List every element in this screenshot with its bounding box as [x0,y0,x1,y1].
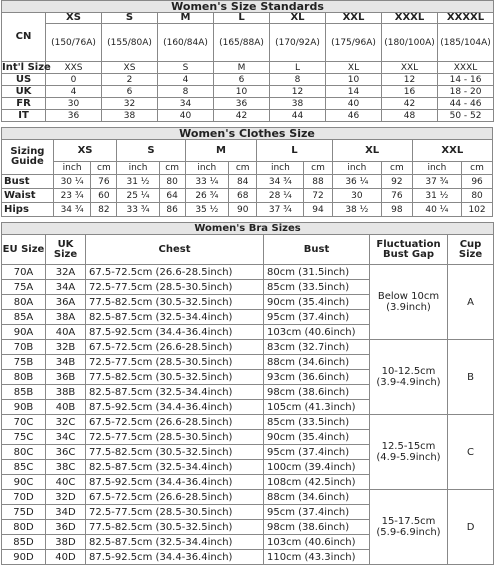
eu-size-cell: 85A [2,310,46,325]
size-standards-title: Women's Size Standards [2,1,494,13]
unit-header: cm [382,162,413,175]
clothes-size-table [1,127,493,217]
size-header: S [102,13,158,24]
bust-cell: 100cm (39.4inch) [264,460,370,475]
cup-size-cell: C [448,415,494,490]
bust-cell: 110cm (43.3inch) [264,550,370,565]
row-label: Bust [2,175,54,189]
table-cell: 10 [326,74,382,86]
eu-size-cell: 70B [2,340,46,355]
size-chart [1,0,493,565]
eu-size-cell: 80B [2,370,46,385]
size-header: XXL [412,140,492,162]
table-cell: 98 [382,203,413,217]
table-cell: 32 [102,98,158,110]
unit-header: inch [117,162,159,175]
bust-gap-header: Fluctuation Bust Gap [370,235,448,265]
table-row [2,265,494,280]
chest-cell: 87.5-92.5cm (34.4-36.4inch) [86,475,264,490]
bust-header: Bust [264,235,370,265]
table-cell: 96 [462,175,493,189]
uk-size-cell: 34B [46,355,86,370]
table-cell: 4 [158,74,214,86]
cn-value: (185/104A) [438,24,494,62]
eu-size-cell: 75D [2,505,46,520]
table-row [2,86,494,98]
bust-cell: 98cm (38.6inch) [264,385,370,400]
table-cell: 102 [462,203,493,217]
cn-header: CN [2,13,46,62]
uk-size-cell: 38D [46,535,86,550]
unit-header: cm [229,162,257,175]
bust-cell: 80cm (31.5inch) [264,265,370,280]
table-cell: 23 ¾ [53,189,91,203]
bra-size-title: Women's Bra Sizes [2,223,494,235]
size-header: XXL [326,13,382,24]
chest-cell: 77.5-82.5cm (30.5-32.5inch) [86,520,264,535]
bra-size-table [1,222,494,565]
size-header: M [185,140,257,162]
table-row [2,110,494,122]
row-label: FR [2,98,46,110]
table-cell: 36 ¼ [332,175,381,189]
eu-size-cell: 90C [2,475,46,490]
row-label: Int'l Size [2,61,51,73]
table-cell: 44 - 46 [438,98,494,110]
cn-value: (175/96A) [326,24,382,62]
table-cell: 30 [332,189,381,203]
bust-cell: 103cm (40.6inch) [264,325,370,340]
table-cell: 34 ¾ [257,175,304,189]
table-cell: XL [326,62,382,74]
chest-header: Chest [86,235,264,265]
table-cell: 31 ½ [117,175,159,189]
bust-cell: 98cm (38.6inch) [264,520,370,535]
uk-size-cell: 36C [46,445,86,460]
eu-size-cell: 75C [2,430,46,445]
table-cell: 14 [326,86,382,98]
table-cell: 40 ¼ [412,203,461,217]
chest-cell: 72.5-77.5cm (28.5-30.5inch) [86,280,264,295]
table-cell: 38 [102,110,158,122]
bust-cell: 103cm (40.6inch) [264,535,370,550]
table-cell: 40 [158,110,214,122]
unit-header: inch [412,162,461,175]
size-header: S [117,140,185,162]
table-cell: 34 [158,98,214,110]
chest-cell: 67.5-72.5cm (26.6-28.5inch) [86,340,264,355]
uk-size-cell: 32C [46,415,86,430]
uk-size-cell: 36D [46,520,86,535]
table-cell: XS [102,62,158,74]
table-cell: 6 [102,86,158,98]
eu-size-cell: 85B [2,385,46,400]
unit-header: cm [304,162,332,175]
size-header: L [214,13,270,24]
bust-gap-cell: 15-17.5cm (5.9-6.9inch) [370,490,448,565]
bust-gap-cell: Below 10cm (3.9inch) [370,265,448,340]
table-row [2,203,493,217]
bust-cell: 83cm (32.7inch) [264,340,370,355]
table-cell: 68 [229,189,257,203]
table-row [2,490,494,505]
table-cell: 92 [382,175,413,189]
uk-size-cell: 40A [46,325,86,340]
table-cell: 94 [304,203,332,217]
table-cell: 76 [382,189,413,203]
table-cell: 18 - 20 [438,86,494,98]
table-cell: 2 [102,74,158,86]
uk-size-header: UK Size [46,235,86,265]
size-header: XL [332,140,412,162]
uk-size-cell: 34C [46,430,86,445]
uk-size-cell: 38B [46,385,86,400]
chest-cell: 67.5-72.5cm (26.6-28.5inch) [86,265,264,280]
unit-header: cm [159,162,185,175]
bust-cell: 85cm (33.5inch) [264,415,370,430]
table-row [2,62,494,74]
table-cell: 90 [229,203,257,217]
chest-cell: 72.5-77.5cm (28.5-30.5inch) [86,505,264,520]
uk-size-cell: 36A [46,295,86,310]
table-cell: 37 ¾ [412,175,461,189]
bust-cell: 90cm (35.4inch) [264,295,370,310]
bust-cell: 85cm (33.5inch) [264,280,370,295]
table-row [2,74,494,86]
table-row [2,340,494,355]
chest-cell: 82.5-87.5cm (32.5-34.4inch) [86,310,264,325]
chest-cell: 72.5-77.5cm (28.5-30.5inch) [86,430,264,445]
eu-size-cell: 90B [2,400,46,415]
cup-size-cell: A [448,265,494,340]
table-cell: 80 [159,175,185,189]
table-cell: L [270,62,326,74]
table-cell: 64 [159,189,185,203]
row-label: UK [2,86,46,98]
row-label: Hips [2,203,54,217]
table-row [2,175,493,189]
bust-cell: 90cm (35.4inch) [264,430,370,445]
table-cell: 38 [270,98,326,110]
table-cell: 38 ½ [332,203,381,217]
table-cell: 28 ¼ [257,189,304,203]
table-cell: 48 [382,110,438,122]
eu-size-cell: 90A [2,325,46,340]
table-cell: 60 [91,189,117,203]
chest-cell: 87.5-92.5cm (34.4-36.4inch) [86,325,264,340]
table-cell: 25 ¼ [117,189,159,203]
bust-gap-cell: 12.5-15cm (4.9-5.9inch) [370,415,448,490]
eu-size-header: EU Size [2,235,46,265]
table-cell: S [158,62,214,74]
uk-size-cell: 40D [46,550,86,565]
unit-header: inch [257,162,304,175]
uk-size-cell: 40C [46,475,86,490]
uk-size-cell: 38C [46,460,86,475]
table-cell: 42 [214,110,270,122]
bust-cell: 108cm (42.5inch) [264,475,370,490]
size-header: L [257,140,332,162]
row-label: IT [2,110,46,122]
table-cell: 12 [270,86,326,98]
table-cell: 44 [270,110,326,122]
cn-value: (165/88A) [214,24,270,62]
uk-size-cell: 36B [46,370,86,385]
chest-cell: 82.5-87.5cm (32.5-34.4inch) [86,535,264,550]
table-cell: 0 [46,74,102,86]
table-cell: 40 [326,98,382,110]
cup-size-cell: B [448,340,494,415]
cup-size-header: Cup Size [448,235,494,265]
uk-size-cell: 32D [46,490,86,505]
table-cell: 88 [304,175,332,189]
table-cell: 82 [91,203,117,217]
bust-cell: 88cm (34.6inch) [264,490,370,505]
table-cell: 33 ¼ [185,175,229,189]
row-label: Waist [2,189,54,203]
eu-size-cell: 85C [2,460,46,475]
chest-cell: 72.5-77.5cm (28.5-30.5inch) [86,355,264,370]
uk-size-cell: 40B [46,400,86,415]
table-cell: 84 [229,175,257,189]
table-cell: 31 ½ [412,189,461,203]
table-cell: XXXL [438,62,494,74]
eu-size-cell: 90D [2,550,46,565]
cn-value: (160/84A) [158,24,214,62]
eu-size-cell: 80D [2,520,46,535]
table-cell: XXL [382,62,438,74]
unit-header: cm [462,162,493,175]
table-cell: 80 [462,189,493,203]
bust-cell: 105cm (41.3inch) [264,400,370,415]
chest-cell: 87.5-92.5cm (34.4-36.4inch) [86,550,264,565]
table-cell: 30 [46,98,102,110]
table-cell: 72 [304,189,332,203]
eu-size-cell: 80C [2,445,46,460]
unit-header: inch [185,162,229,175]
table-cell: 8 [270,74,326,86]
row-label: US [2,74,46,86]
eu-size-cell: 80A [2,295,46,310]
sizing-guide-header: Sizing Guide [2,140,54,175]
table-cell: 50 - 52 [438,110,494,122]
table-row [2,189,493,203]
size-header: XS [53,140,117,162]
bust-cell: 88cm (34.6inch) [264,355,370,370]
table-cell: 8 [158,86,214,98]
bust-cell: 95cm (37.4inch) [264,445,370,460]
table-cell: 36 [46,110,102,122]
eu-size-cell: 75B [2,355,46,370]
eu-size-cell: 70C [2,415,46,430]
table-cell: 10 [214,86,270,98]
cn-value: (150/76A) [46,24,102,62]
bust-cell: 95cm (37.4inch) [264,505,370,520]
uk-size-cell: 38A [46,310,86,325]
cn-value: (180/100A) [382,24,438,62]
uk-size-cell: 32A [46,265,86,280]
chest-cell: 77.5-82.5cm (30.5-32.5inch) [86,370,264,385]
eu-size-cell: 75A [2,280,46,295]
size-header: XXXXL [438,13,494,24]
eu-size-cell: 70A [2,265,46,280]
table-cell: 14 - 16 [438,74,494,86]
uk-size-cell: 34A [46,280,86,295]
eu-size-cell: 70D [2,490,46,505]
table-cell: 4 [46,86,102,98]
size-header: XL [270,13,326,24]
size-standards-table [1,0,494,122]
cup-size-cell: D [448,490,494,565]
table-cell: 16 [382,86,438,98]
uk-size-cell: 34D [46,505,86,520]
cn-value: (155/80A) [102,24,158,62]
table-row [2,415,494,430]
eu-size-cell: 85D [2,535,46,550]
cn-value: (170/92A) [270,24,326,62]
table-cell: 26 ¾ [185,189,229,203]
chest-cell: 67.5-72.5cm (26.6-28.5inch) [86,490,264,505]
table-row [2,98,494,110]
chest-cell: 87.5-92.5cm (34.4-36.4inch) [86,400,264,415]
uk-size-cell: 32B [46,340,86,355]
table-cell: 34 ¾ [53,203,91,217]
table-cell: 46 [326,110,382,122]
unit-header: inch [53,162,91,175]
unit-header: cm [91,162,117,175]
bust-gap-cell: 10-12.5cm (3.9-4.9inch) [370,340,448,415]
table-cell: 30 ¼ [53,175,91,189]
table-cell: 86 [159,203,185,217]
bust-cell: 93cm (36.6inch) [264,370,370,385]
chest-cell: 77.5-82.5cm (30.5-32.5inch) [86,445,264,460]
chest-cell: 77.5-82.5cm (30.5-32.5inch) [86,295,264,310]
table-cell: 33 ¾ [117,203,159,217]
table-cell: 35 ½ [185,203,229,217]
table-cell: 12 [382,74,438,86]
chest-cell: 82.5-87.5cm (32.5-34.4inch) [86,385,264,400]
chest-cell: 82.5-87.5cm (32.5-34.4inch) [86,460,264,475]
table-cell: 6 [214,74,270,86]
table-cell: 36 [214,98,270,110]
table-cell: 42 [382,98,438,110]
table-cell: 76 [91,175,117,189]
table-cell: 37 ¾ [257,203,304,217]
bust-cell: 95cm (37.4inch) [264,310,370,325]
unit-header: inch [332,162,381,175]
chest-cell: 67.5-72.5cm (26.6-28.5inch) [86,415,264,430]
size-header: XS [46,13,102,24]
size-header: XXXL [382,13,438,24]
clothes-size-title: Women's Clothes Size [2,128,493,140]
table-cell: M [214,62,270,74]
size-header: M [158,13,214,24]
table-cell: XXS [46,62,102,74]
